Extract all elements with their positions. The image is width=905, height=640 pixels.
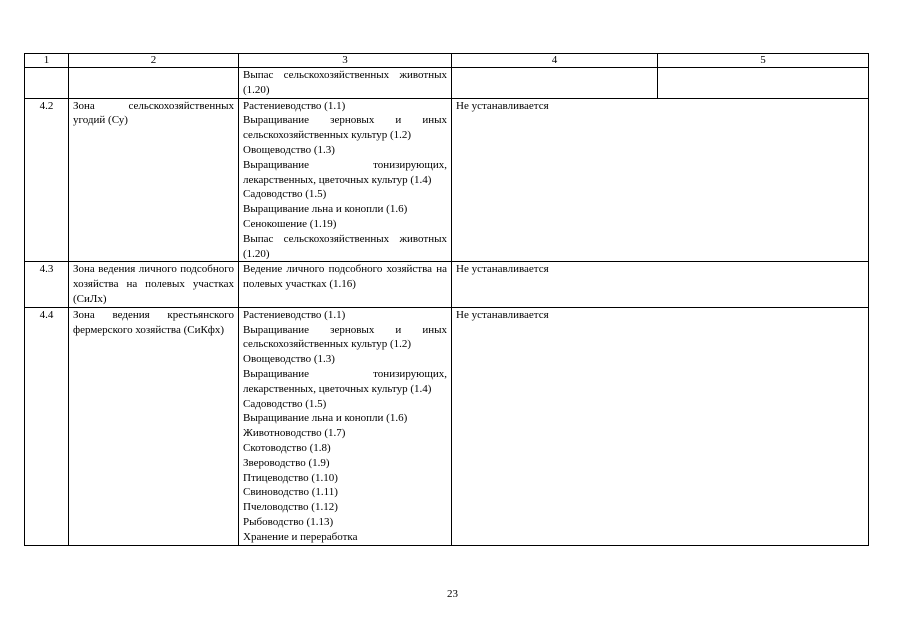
permitted-use: Выпас сельскохозяйственных животных (1.20) <box>243 232 447 260</box>
zone-number: 4.3 <box>25 262 69 307</box>
column-number: 1 <box>25 54 69 68</box>
permitted-use: Выращивание льна и конопли (1.6) <box>243 412 408 425</box>
zone-number: 4.4 <box>25 307 69 545</box>
zoning-table <box>24 53 869 546</box>
permitted-uses-cell <box>239 68 452 99</box>
permitted-use: Садоводство (1.5) <box>243 188 327 201</box>
zone-number-cell <box>25 68 69 99</box>
permitted-use: Ведение личного подсобного хозяйства на полевых участках (1.16) <box>243 263 447 291</box>
permitted-use: Скотоводство (1.8) <box>243 441 331 454</box>
column-4-value: Не устанавливается <box>452 98 869 262</box>
permitted-use: Свиноводство (1.11) <box>243 486 338 499</box>
column-number: 3 <box>239 54 452 68</box>
column-4-value: Не устанавливается <box>452 307 869 545</box>
permitted-use: Овощеводство (1.3) <box>243 353 335 366</box>
column-4-cell <box>452 68 658 99</box>
table-row-continued <box>25 68 869 99</box>
zone-name: Зона сельскохозяйственных угодий (Су) <box>69 98 239 262</box>
column-number: 5 <box>658 54 869 68</box>
table-row <box>25 262 869 307</box>
permitted-use: Выращивание льна и конопли (1.6) <box>243 203 408 216</box>
zone-name: Зона ведения крестьянского фермерского хозяйства (СиКфх) <box>69 307 239 545</box>
column-number: 2 <box>69 54 239 68</box>
table-row <box>25 307 869 545</box>
page-number: 23 <box>447 588 458 600</box>
permitted-use: Растениеводство (1.1) <box>243 308 346 321</box>
permitted-use: Выращивание тонизирующих, лекарственных, цветочных культур (1.4) <box>243 158 447 186</box>
table-row <box>25 98 869 262</box>
zone-name-cell <box>69 68 239 99</box>
permitted-use: Садоводство (1.5) <box>243 397 327 410</box>
permitted-use: Животноводство (1.7) <box>243 427 346 440</box>
permitted-use: Пчеловодство (1.12) <box>243 501 338 514</box>
permitted-use: Растениеводство (1.1) <box>243 99 346 112</box>
zone-number: 4.2 <box>25 98 69 262</box>
permitted-use: Выращивание зерновых и иных сельскохозяйственных культур (1.2) <box>243 114 447 142</box>
permitted-use: Выращивание зерновых и иных сельскохозяйственных культур (1.2) <box>243 323 447 351</box>
permitted-use: Рыбоводство (1.13) <box>243 515 334 528</box>
zone-name: Зона ведения личного подсобного хозяйства на полевых участках (СиЛх) <box>69 262 239 307</box>
column-number: 4 <box>452 54 658 68</box>
permitted-uses-cell <box>239 262 452 307</box>
column-4-value: Не устанавливается <box>452 262 869 307</box>
permitted-use: Хранение и переработка <box>243 530 358 543</box>
permitted-uses-cell <box>239 307 452 545</box>
permitted-use: Сенокошение (1.19) <box>243 217 337 230</box>
permitted-use: Выращивание тонизирующих, лекарственных, цветочных культур (1.4) <box>243 367 447 395</box>
column-number-row <box>25 54 869 68</box>
permitted-use: Овощеводство (1.3) <box>243 143 335 156</box>
permitted-use: Звероводство (1.9) <box>243 456 330 469</box>
column-5-cell <box>658 68 869 99</box>
permitted-use: Выпас сельскохозяйственных животных (1.20) <box>243 69 447 96</box>
permitted-use: Птицеводство (1.10) <box>243 471 338 484</box>
permitted-uses-cell <box>239 98 452 262</box>
